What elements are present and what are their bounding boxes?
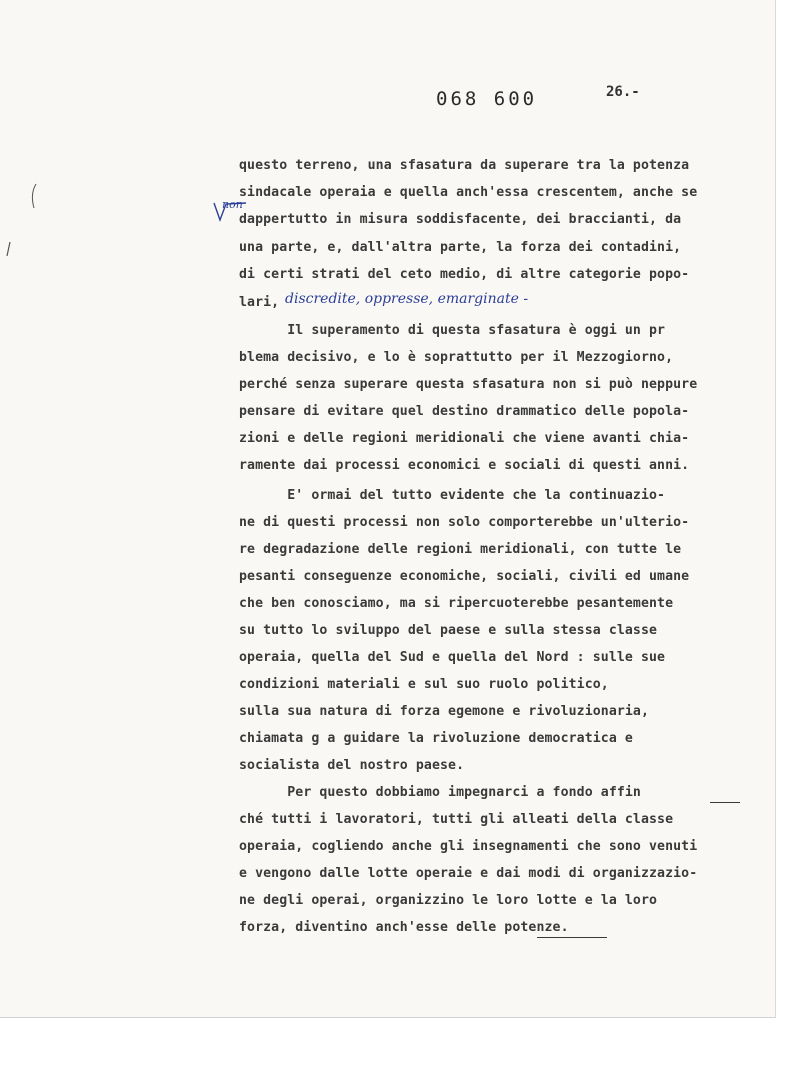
text-line-8: blema decisivo, e lo è soprattutto per il Mezzogiorno,: [239, 350, 674, 365]
text-line-11: zioni e delle regioni meridionali che viene avanti chia-: [239, 431, 690, 446]
text-line-7: Il superamento di questa sfasatura è oggi un pr: [239, 323, 666, 338]
text-line-29: forza, diventino anch'esse delle potenze.: [239, 920, 569, 935]
text-line-23: socialista del nostro paese.: [239, 758, 465, 773]
text-line-20: condizioni materiali e sul suo ruolo politico,: [239, 677, 609, 692]
text-line-3: dappertutto in misura soddisfacente, dei braccianti, da: [239, 212, 682, 227]
pencil-margin-mark-2: [4, 240, 14, 260]
document-number: 068 600: [436, 88, 538, 110]
text-line-13: E' ormai del tutto evidente che la continuazio-: [239, 488, 666, 503]
text-line-2: sindacale operaia e quella anch'essa crescentem, anche se: [239, 185, 698, 200]
text-line-28: ne degli operai, organizzino le loro lotte e la loro: [239, 893, 658, 908]
pencil-margin-mark-1: [28, 182, 40, 212]
text-line-4: una parte, e, dall'altra parte, la forza dei contadini,: [239, 240, 682, 255]
text-line-24: Per questo dobbiamo impegnarci a fondo affin: [239, 785, 641, 800]
text-line-6: lari,: [239, 295, 280, 310]
handwritten-addition: discredite, oppresse, emarginate -: [285, 291, 529, 307]
text-line-12: ramente dai processi economici e sociali di questi anni.: [239, 458, 690, 473]
text-line-14: ne di questi processi non solo comporterebbe un'ulterio-: [239, 515, 690, 530]
text-line-17: che ben conosciamo, ma si ripercuoterebbe pesantemente: [239, 596, 674, 611]
text-line-25: ché tutti i lavoratori, tutti gli alleati della classe: [239, 812, 674, 827]
text-line-15: re degradazione delle regioni meridionali, con tutte le: [239, 542, 682, 557]
text-line-16: pesanti conseguenze economiche, sociali, civili ed umane: [239, 569, 690, 584]
text-line-26: operaia, cogliendo anche gli insegnamenti che sono venuti: [239, 839, 698, 854]
text-line-22: chiamata g a guidare la rivoluzione democratica e: [239, 731, 633, 746]
text-line-18: su tutto lo sviluppo del paese e sulla stessa classe: [239, 623, 658, 638]
text-line-5: di certi strati del ceto medio, di altre categorie popo-: [239, 267, 690, 282]
underline-affin: [710, 802, 740, 803]
underline-potenze: [537, 937, 607, 938]
handwritten-insert-non: non: [222, 198, 243, 211]
text-line-19: operaia, quella del Sud e quella del Nord : sulle sue: [239, 650, 666, 665]
text-line-10: pensare di evitare quel destino drammatico delle popola-: [239, 404, 690, 419]
text-line-1: questo terreno, una sfasatura da superare tra la potenza: [239, 158, 690, 173]
text-line-27: e vengono dalle lotte operaie e dai modi di organizzazio-: [239, 866, 698, 881]
page-number: 26.-: [606, 84, 640, 100]
insert-caret-mark: [212, 200, 252, 224]
text-line-9: perché senza superare questa sfasatura non si può neppure: [239, 377, 698, 392]
text-line-21: sulla sua natura di forza egemone e rivoluzionaria,: [239, 704, 650, 719]
